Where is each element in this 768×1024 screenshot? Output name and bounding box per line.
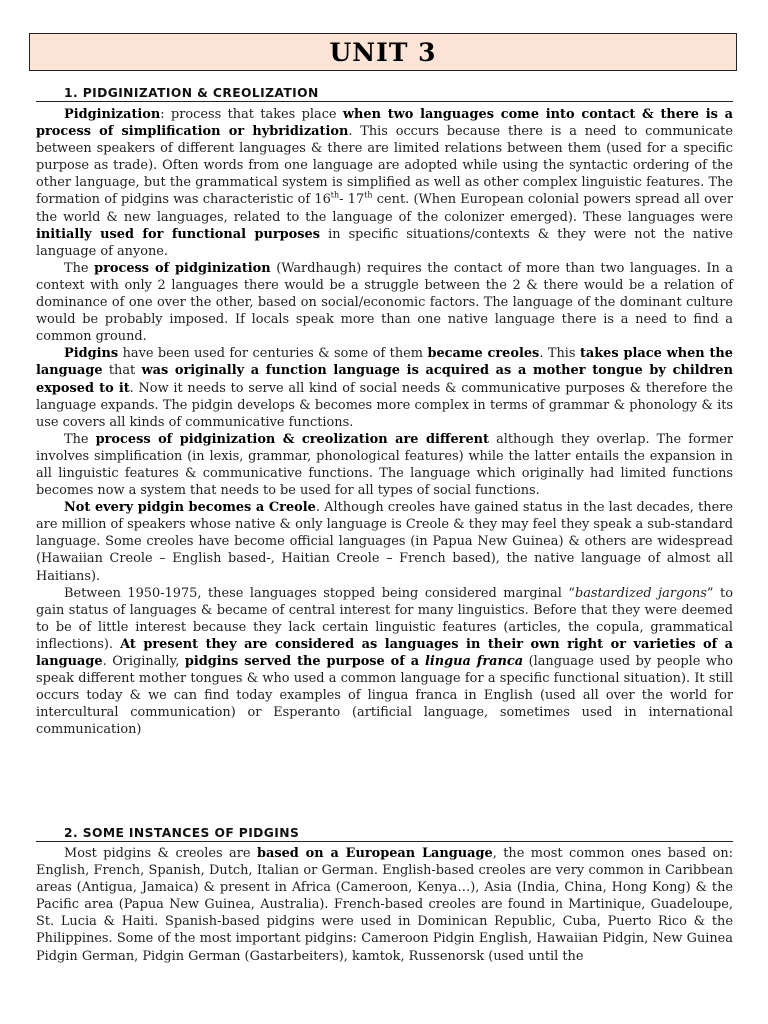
paragraph: Pidginization: process that takes place when two languages come into contact & there is a process of simplification or hybridization. This occurs because there is a need to communicate between speakers of different languages & there are limited relations between them (used for a specific purpose as trade). Often words from one language are adopted while using the syntactic ordering of the other language, but the grammatical system is simplified as well as other complex linguistic features. The formation of pidgins was characteristic of 16th- 17th cent. (When European colonial powers spread all over the world & new languages, related to the language of the colonizer emerged). These languages were initially used for functional purposes in specific situations/contexts & they were not the native language of anyone. bbox=[36, 107, 734, 259]
section-2-body bbox=[36, 845, 733, 965]
paragraph: Between 1950-1975, these languages stopped being considered marginal “bastardized jargons” to gain status of languages & became of central interest for many linguistics. Before that they were deemed to be of little interest because they lack certain linguistic features (articles, the copula, grammatical inflections). At present they are considered as languages in their own right or varieties of a language. Originally, pidgins served the purpose of a lingua franca (language used by people who speak different mother tongues & who used a common language for a specific functional situation). It still occurs today & we can find today examples of lingua franca in English (used all over the world for intercultural communication) or Esperanto (artificial language, sometimes used in international communication) bbox=[36, 585, 734, 738]
paragraph: The process of pidginization & creolization are different although they overlap. The former involves simplification (in lexis, grammar, phonological features) while the latter entails the expansion in all linguistic features & communicative functions. The language which originally had limited functions becomes now a system that needs to be used for all types of social functions. bbox=[36, 431, 733, 499]
section-1-heading: 1. PIDGINIZATION & CREOLIZATION bbox=[36, 85, 733, 102]
section-1-body bbox=[36, 106, 733, 738]
paragraph: Pidgins have been used for centuries & some of them became creoles. This takes place when the language that was originally a function language is acquired as a mother tongue by children exposed to it. Now it needs to serve all kind of social needs & communicative purposes & therefore the language expands. The pidgin develops & becomes more complex in terms of grammar & phonology & its use covers all kinds of communicative functions. bbox=[36, 346, 733, 430]
paragraph: The process of pidginization (Wardhaugh) requires the contact of more than two languages. In a context with only 2 languages there would be a struggle between the 2 & there would be a relation of dominance of one over the other, based on social/economic factors. The language of the dominant culture would be probably imposed. If locals speak more than one native language there is a need to find a common ground. bbox=[36, 260, 734, 345]
paragraph: Not every pidgin becomes a Creole. Although creoles have gained status in the last decades, there are million of speakers whose native & only language is Creole & they may feel they speak a sub-standard language. Some creoles have become official languages (in Papua New Guinea) & others are widespread (Hawaiian Creole – English based-, Haitian Creole – French based), the native language of almost all Haitians). bbox=[36, 500, 734, 584]
paragraph: Most pidgins & creoles are based on a European Language, the most common ones based on: English, French, Spanish, Dutch, Italian or German. English-based creoles are very common in Caribbean areas (Antigua, Jamaica) & present in Africa (Cameroon, Kenya…), Asia (India, China, Hong Kong) & the Pacific area (Papua New Guinea, Australia). French-based creoles are found in Martinique, Guadeloupe, St. Lucia & Haiti. Spanish-based pidgins were used in Dominican Republic, Cuba, Puerto Rico & the Philippines. Some of the most important pidgins: Cameroon Pidgin English, Hawaiian Pidgin, New Guinea Pidgin German, Pidgin German (Gastarbeiters), kamtok, Russenorsk (used until the bbox=[36, 846, 733, 964]
unit-title: UNIT 3 bbox=[329, 37, 437, 67]
unit-title-box bbox=[29, 33, 737, 71]
section-2-heading: 2. SOME INSTANCES OF PIDGINS bbox=[36, 825, 733, 842]
